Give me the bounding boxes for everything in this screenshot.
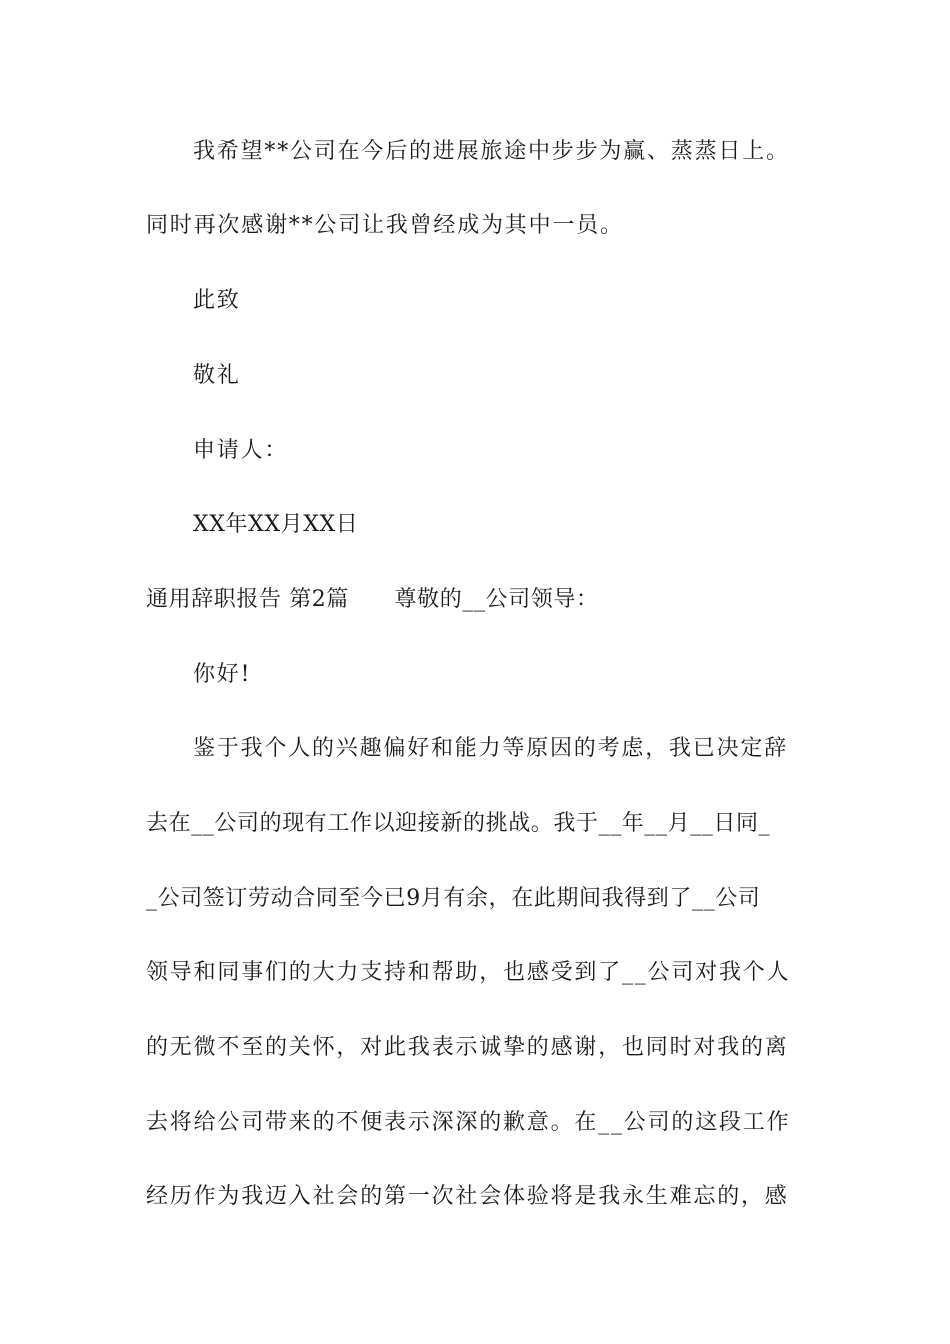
paragraph-line-thanks: 同时再次感谢**公司让我曾经成为其中一员。 — [146, 213, 624, 238]
greeting: 你好! — [193, 662, 252, 687]
body-line: 鉴于我个人的兴趣偏好和能力等原因的考虑，我已决定辞 — [193, 736, 789, 761]
section-heading: 通用辞职报告 第2篇 尊敬的__公司领导： — [146, 587, 599, 612]
date-line: XX年XX月XX日 — [193, 512, 359, 537]
applicant-label: 申请人： — [193, 438, 289, 463]
body-line: 去将给公司带来的不便表示深深的歉意。在__公司的这段工作 — [146, 1110, 791, 1135]
body-line: 去在__公司的现有工作以迎接新的挑战。我于__年__月__日同_ — [146, 811, 771, 836]
body-line: 经历作为我迈入社会的第一次社会体验将是我永生难忘的，感 — [146, 1184, 789, 1209]
closing-regards: 敬礼 — [193, 363, 241, 388]
paragraph-line-wish: 我希望**公司在今后的进展旅途中步步为赢、蒸蒸日上。 — [193, 139, 790, 164]
body-line: 的无微不至的关怀，对此我表示诚挚的感谢，也同时对我的离 — [146, 1035, 789, 1060]
closing-salutation: 此致 — [193, 288, 241, 313]
body-line: 领导和同事们的大力支持和帮助，也感受到了__公司对我个人 — [146, 960, 791, 985]
body-line: _公司签订劳动合同至今已9月有余，在此期间我得到了__公司 — [146, 886, 761, 911]
